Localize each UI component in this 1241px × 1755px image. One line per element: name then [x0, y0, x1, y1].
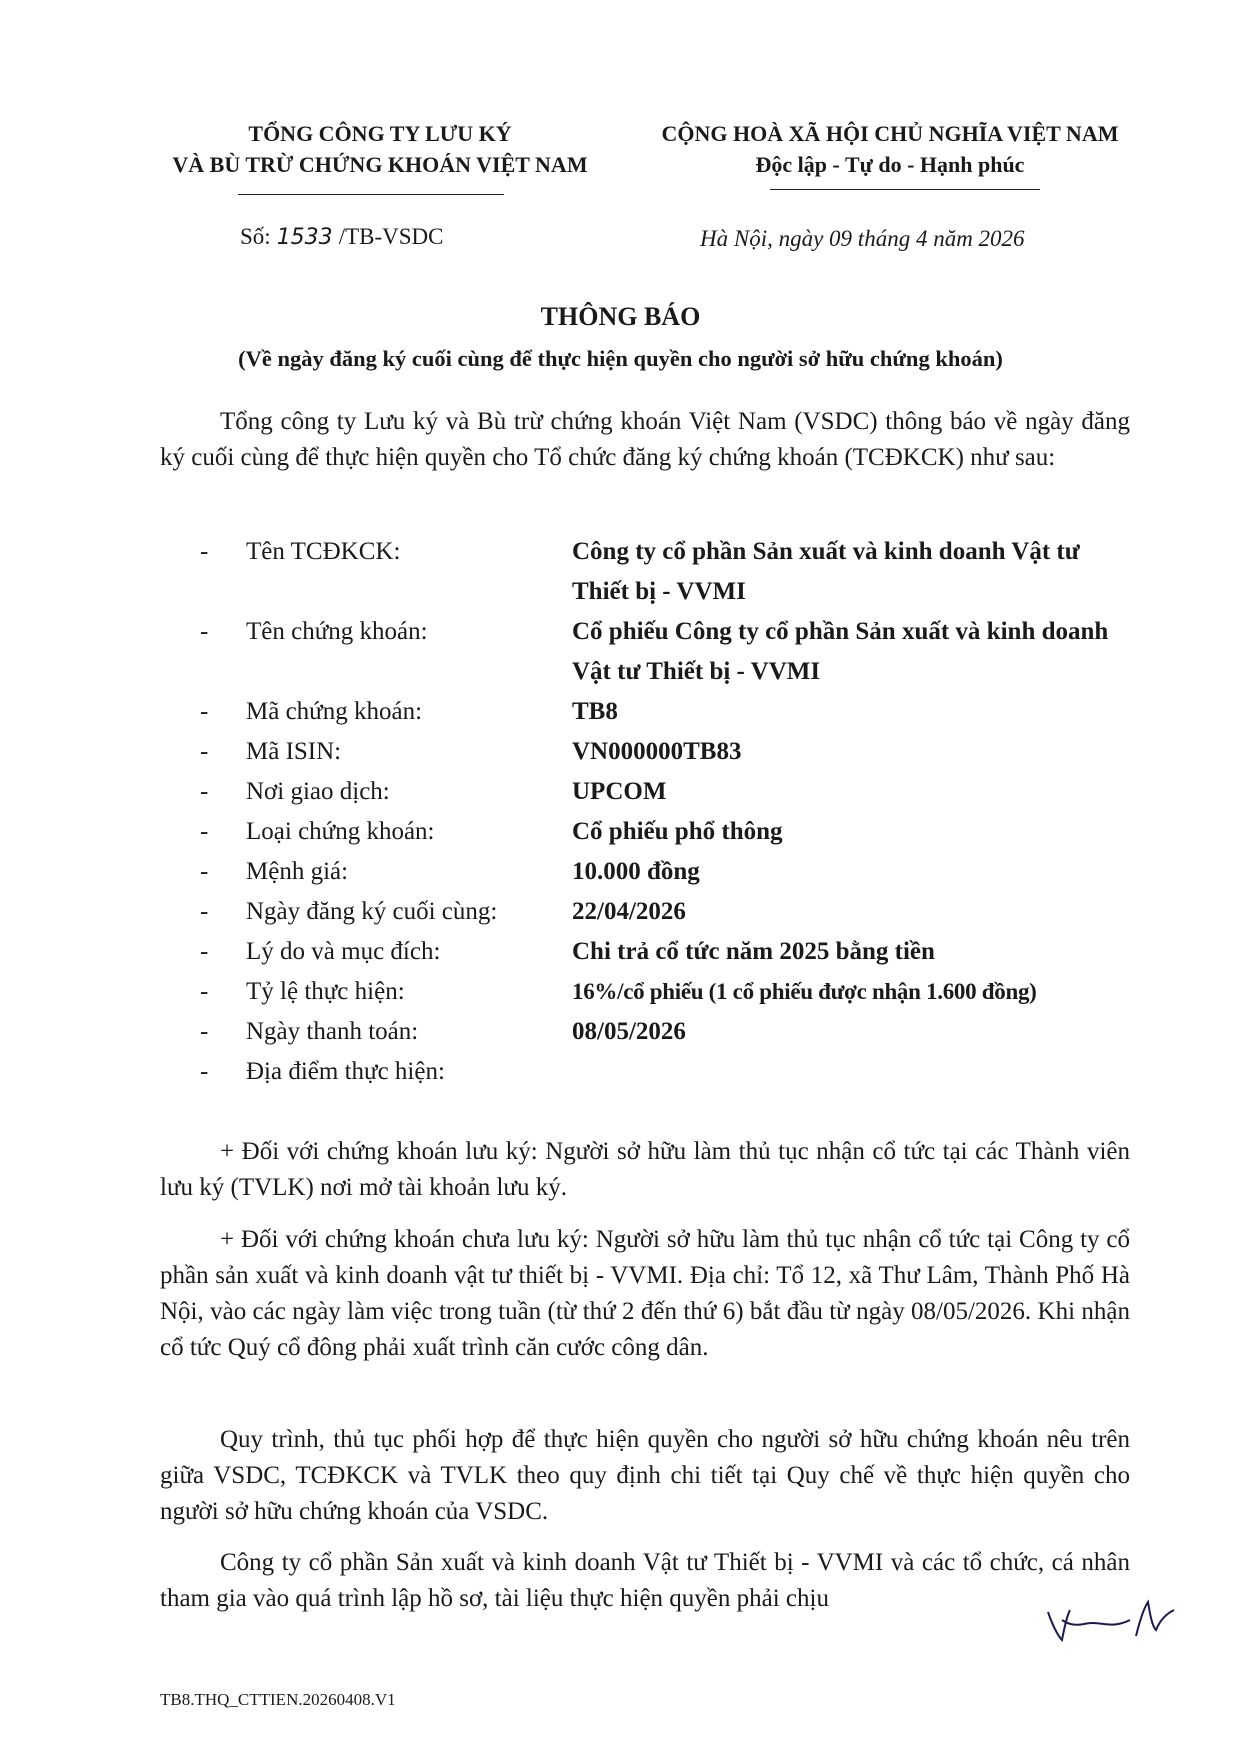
item-value: 16%/cổ phiếu (1 cổ phiếu được nhận 1.600 đồng)	[572, 979, 1037, 1004]
item-label: Tỷ lệ thực hiện:	[246, 978, 405, 1005]
list-item	[200, 1052, 1160, 1092]
item-label: Ngày thanh toán:	[246, 1018, 419, 1045]
item-value: VN000000TB83	[572, 738, 742, 765]
item-label: Ngày đăng ký cuối cùng:	[246, 898, 498, 925]
list-item	[200, 772, 1160, 812]
item-value: Chi trả cổ tức năm 2025 bằng tiền	[572, 938, 935, 965]
item-label: Tên TCĐKCK:	[246, 538, 401, 565]
bullet-dash: -	[200, 818, 209, 845]
bullet-dash: -	[200, 778, 209, 805]
bullet-dash: -	[200, 1018, 209, 1045]
number-suffix: /TB-VSDC	[338, 224, 444, 249]
issuer-underline	[238, 194, 504, 195]
bullet-dash: -	[200, 938, 209, 965]
item-label: Mệnh giá:	[246, 858, 349, 885]
bullet-dash: -	[200, 618, 209, 645]
national-motto: Độc lập - Tự do - Hạnh phúc	[755, 152, 1025, 177]
issuer-name-line2: VÀ BÙ TRỪ CHỨNG KHOÁN VIỆT NAM	[172, 152, 588, 177]
initials-signature	[1040, 1590, 1180, 1650]
list-item	[200, 972, 1160, 1012]
document-number	[240, 224, 443, 250]
handwritten-number: 1533	[276, 225, 333, 250]
national-header	[620, 118, 1160, 180]
item-value: Cổ phiếu Công ty cổ phần Sản xuất và kinh doanh Vật tư Thiết bị - VVMI	[572, 618, 1109, 685]
item-value: 22/04/2026	[572, 898, 686, 925]
item-value: UPCOM	[572, 778, 667, 805]
item-label: Lý do và mục đích:	[246, 938, 441, 965]
bullet-dash: -	[200, 898, 209, 925]
footer-code: TB8.THQ_CTTIEN.20260408.V1	[160, 1690, 396, 1709]
list-item	[200, 932, 1160, 972]
item-label: Tên chứng khoán:	[246, 618, 428, 645]
item-value: 10.000 đồng	[572, 858, 700, 885]
list-item	[200, 892, 1160, 932]
list-item	[200, 1012, 1160, 1052]
bullet-dash: -	[200, 1058, 209, 1085]
national-title: CỘNG HOÀ XÃ HỘI CHỦ NGHĨA VIỆT NAM	[661, 121, 1119, 146]
item-label: Mã chứng khoán:	[246, 698, 423, 725]
list-item	[200, 692, 1160, 732]
motto-underline	[770, 189, 1040, 190]
bullet-dash: -	[200, 538, 209, 565]
list-item	[200, 812, 1160, 852]
item-value: Cổ phiếu phổ thông	[572, 818, 783, 845]
responsibility-paragraph: Công ty cổ phần Sản xuất và kinh doanh Vật tư Thiết bị - VVMI và các tổ chức, cá nhân tham gia vào quá trình lập hồ sơ, tài liệu thực hiện quyền phải chịu	[160, 1549, 1130, 1612]
item-value: 08/05/2026	[572, 1018, 686, 1045]
issuer-header	[140, 118, 620, 180]
bullet-dash: -	[200, 978, 209, 1005]
list-item	[200, 732, 1160, 772]
list-item	[200, 612, 1160, 692]
item-value: Công ty cổ phần Sản xuất và kinh doanh Vật tư Thiết bị - VVMI	[572, 538, 1080, 605]
procedure-paragraph: Quy trình, thủ tục phối hợp để thực hiện quyền cho người sở hữu chứng khoán nêu trên giữa VSDC, TCĐKCK và TVLK theo quy định chi tiết tại Quy chế về thực hiện quyền cho người sở hữu chứng khoán của VSDC.	[160, 1426, 1130, 1525]
list-item	[200, 852, 1160, 892]
item-label: Địa điểm thực hiện:	[246, 1058, 445, 1085]
list-item	[200, 532, 1160, 612]
non-custodied-securities-paragraph: + Đối với chứng khoán chưa lưu ký: Người sở hữu làm thủ tục nhận cổ tức tại Công ty cổ phần sản xuất và kinh doanh vật tư thiết bị - VVMI. Địa chỉ: Tổ 12, xã Thư Lâm, Thành Phố Hà Nội, vào các ngày làm việc trong tuần (từ thứ 2 đến thứ 6) bắt đầu từ ngày 08/05/2026. Khi nhận cổ tức Quý cổ đông phải xuất trình căn cước công dân.	[160, 1226, 1130, 1361]
bullet-dash: -	[200, 698, 209, 725]
item-label: Nơi giao dịch:	[246, 778, 390, 805]
document-date: Hà Nội, ngày 09 tháng 4 năm 2026	[700, 226, 1025, 251]
item-label: Mã ISIN:	[246, 738, 342, 765]
details-list	[200, 532, 1160, 1092]
bullet-dash: -	[200, 858, 209, 885]
document-title: THÔNG BÁO	[540, 302, 701, 331]
document-subtitle: (Về ngày đăng ký cuối cùng để thực hiện quyền cho người sở hữu chứng khoán)	[238, 346, 1003, 371]
custodied-securities-paragraph: + Đối với chứng khoán lưu ký: Người sở hữu làm thủ tục nhận cổ tức tại các Thành viên lưu ký (TVLK) nơi mở tài khoản lưu ký.	[160, 1138, 1130, 1201]
item-value: TB8	[572, 698, 618, 725]
intro-paragraph: Tổng công ty Lưu ký và Bù trừ chứng khoán Việt Nam (VSDC) thông báo về ngày đăng ký cuối cùng để thực hiện quyền cho Tổ chức đăng ký chứng khoán (TCĐKCK) như sau:	[160, 408, 1130, 471]
item-value	[572, 1052, 1132, 1092]
issuer-name-line1: TỔNG CÔNG TY LƯU KÝ	[248, 121, 512, 146]
number-prefix: Số:	[240, 224, 271, 249]
bullet-dash: -	[200, 738, 209, 765]
item-label: Loại chứng khoán:	[246, 818, 435, 845]
